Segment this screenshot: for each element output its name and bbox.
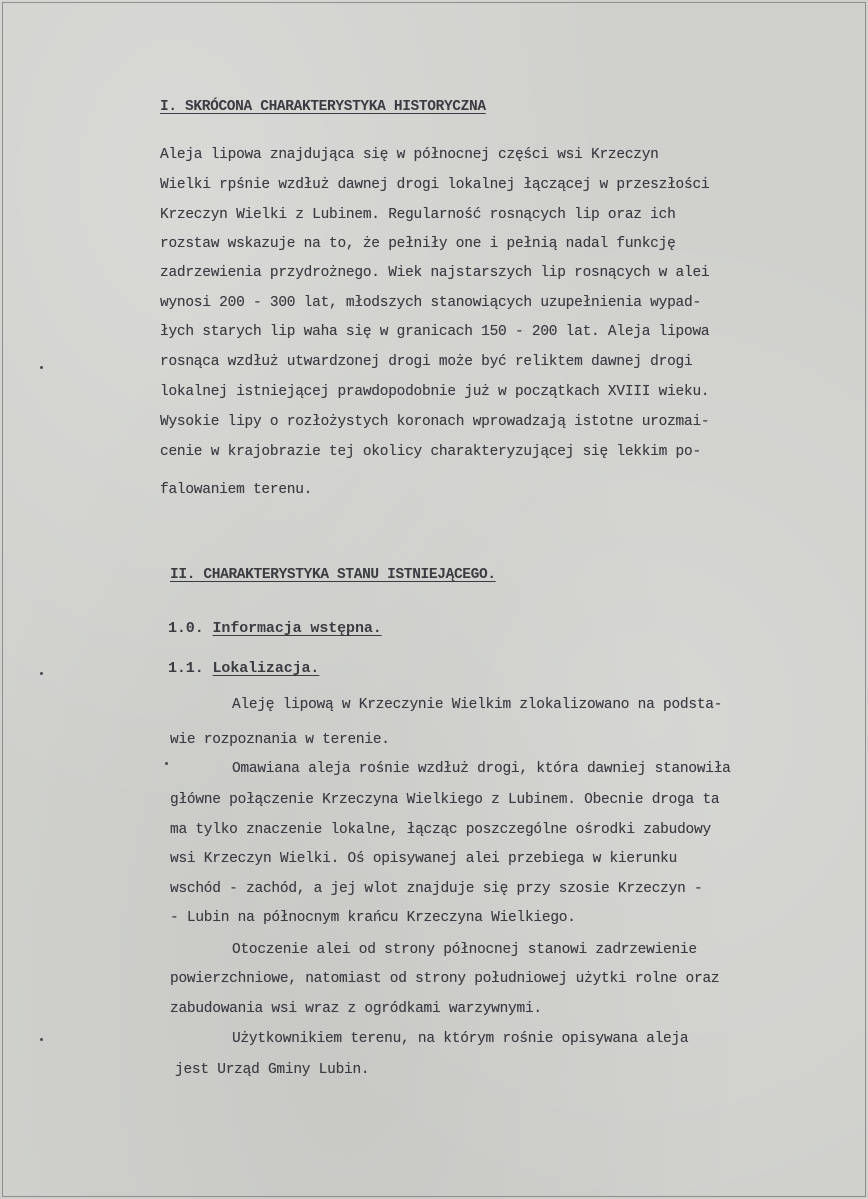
section-heading-current-state: II. CHARAKTERYSTYKA STANU ISTNIEJĄCEGO.	[170, 567, 496, 583]
subheading-number: 1.1.	[168, 660, 204, 677]
text-line: Omawiana aleja rośnie wzdłuż drogi, która dawniej stanowiła	[232, 761, 731, 777]
text-line: falowaniem terenu.	[160, 482, 313, 498]
text-line: główne połączenie Krzeczyna Wielkiego z Lubinem. Obecnie droga ta	[170, 792, 720, 808]
subheading-location	[168, 660, 319, 678]
text-line: zabudowania wsi wraz z ogródkami warzywnymi.	[170, 1001, 542, 1017]
text-line: wsi Krzeczyn Wielki. Oś opisywanej alei przebiega w kierunku	[170, 851, 678, 867]
margin-mark	[165, 762, 168, 765]
margin-mark	[40, 672, 43, 675]
text-line: Aleja lipowa znajdująca się w północnej części wsi Krzeczyn	[160, 147, 659, 163]
subheading-introduction	[168, 620, 382, 638]
text-line: Otoczenie alei od strony północnej stanowi zadrzewienie	[232, 942, 697, 958]
subheading-title: Lokalizacja.	[212, 660, 320, 677]
text-line: łych starych lip waha się w granicach 150 - 200 lat. Aleja lipowa	[160, 324, 710, 340]
subheading-title: Informacja wstępna.	[212, 620, 382, 637]
text-line: lokalnej istniejącej prawdopodobnie już w początkach XVIII wieku.	[160, 384, 710, 400]
text-line: jest Urząd Gminy Lubin.	[175, 1062, 370, 1078]
text-line: rozstaw wskazuje na to, że pełniły one i pełnią nadal funkcję	[160, 236, 676, 252]
margin-mark	[40, 1038, 43, 1041]
text-line: rosnąca wzdłuż utwardzonej drogi może być reliktem dawnej drogi	[160, 354, 693, 370]
text-line: ma tylko znaczenie lokalne, łącząc poszczególne ośrodki zabudowy	[170, 822, 711, 838]
text-line: Wysokie lipy o rozłożystych koronach wprowadzają istotne urozmai-	[160, 414, 710, 430]
text-line: Aleję lipową w Krzeczynie Wielkim zlokalizowano na podsta-	[232, 697, 723, 713]
text-line: wschód - zachód, a jej wlot znajduje się przy szosie Krzeczyn -	[170, 881, 703, 897]
text-line: Użytkownikiem terenu, na którym rośnie opisywana aleja	[232, 1031, 689, 1047]
text-line: wie rozpoznania w terenie.	[170, 732, 390, 748]
section-heading-historical: I. SKRÓCONA CHARAKTERYSTYKA HISTORYCZNA	[160, 99, 486, 115]
text-line: Krzeczyn Wielki z Lubinem. Regularność rosnących lip oraz ich	[160, 207, 676, 223]
margin-mark	[40, 366, 43, 369]
text-line: powierzchniowe, natomiast od strony południowej użytki rolne oraz	[170, 971, 720, 987]
text-line: - Lubin na północnym krańcu Krzeczyna Wielkiego.	[170, 910, 576, 926]
text-line: Wielki rpśnie wzdłuż dawnej drogi lokalnej łączącej w przeszłości	[160, 177, 710, 193]
subheading-number: 1.0.	[168, 620, 204, 637]
text-line: zadrzewienia przydrożnego. Wiek najstarszych lip rosnących w alei	[160, 265, 710, 281]
text-line: cenie w krajobrazie tej okolicy charakteryzującej się lekkim po-	[160, 444, 701, 460]
text-line: wynosi 200 - 300 lat, młodszych stanowiących uzupełnienia wypad-	[160, 295, 701, 311]
